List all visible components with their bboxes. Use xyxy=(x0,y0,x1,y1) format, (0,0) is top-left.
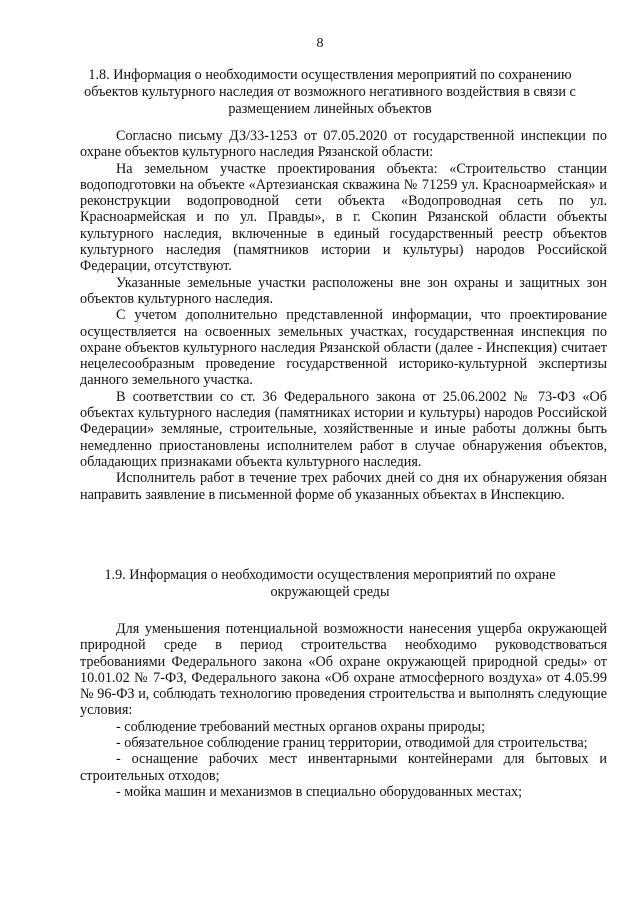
paragraph: Указанные земельные участки расположены вне зон охраны и защитных зон объектов культурного наследия. xyxy=(80,274,607,307)
paragraph: На земельном участке проектирования объекта: «Строительство станции водоподготовки на объекте «Артезианская скважина № 71259 ул. Красноармейская» и реконструкции водопроводной сети объекта «Водопроводная сеть по ул. Красноармейская и по ул. Правды», в г. Скопин Рязанской области объекты культурного наследия, включенные в единый государственный реестр объектов культурного наследия (памятников истории и культуры) народов Российской Федерации, отсутствуют. xyxy=(80,160,607,275)
section-body-1-9 xyxy=(80,621,607,800)
paragraph: Согласно письму ДЗ/33-1253 от 07.05.2020 от государственной инспекции по охране объектов культурного наследия Рязанской области: xyxy=(80,128,607,161)
list-item: - оснащение рабочих мест инвентарными контейнерами для бытовых и строительных отходов; xyxy=(80,751,607,784)
paragraph: Для уменьшения потенциальной возможности нанесения ущерба окружающей природной среде в период строительства необходимо руководствоваться требованиями Федерального закона «Об охране окружающей природной среды» от 10.01.02 № 7-ФЗ, Федерального закона «Об охране атмосферного воздуха» от 4.05.99 № 96-ФЗ и, соблюдать технологию проведения строительства и выполнять следующие условия: xyxy=(80,621,607,719)
paragraph: В соответствии со ст. 36 Федерального закона от 25.06.2002 № 73-ФЗ «Об объектах культурного наследия (памятниках истории и культуры) народов Российской Федерации» земляные, строительные, хозяйственные и иные работы должны быть немедленно приостановлены исполнителем работ в случае обнаружения объектов, обладающих признаками объекта культурного наследия. xyxy=(80,388,607,470)
list-item: - соблюдение требований местных органов охраны природы; xyxy=(116,718,486,735)
section-body-1-8 xyxy=(80,128,607,503)
list-item: - мойка машин и механизмов в специально оборудованных местах; xyxy=(116,783,523,800)
list-item: - обязательное соблюдение границ территории, отводимой для строительства; xyxy=(116,735,588,752)
paragraph: Исполнитель работ в течение трех рабочих дней со дня их обнаружения обязан направить заявление в письменной форме об указанных объектах в Инспекцию. xyxy=(80,470,607,503)
section-heading-1-8: 1.8. Информация о необходимости осуществления мероприятий по сохранению объектов культурного наследия от возможного негативного воздействия в связи с размещением линейных объектов xyxy=(84,67,576,117)
paragraph: С учетом дополнительно представленной информации, что проектирование осуществляется на освоенных земельных участках, государственная инспекция по охране объектов культурного наследия Рязанской области (далее - Инспекция) считает нецелесообразным проведение государственной историко-культурной экспертизы данного земельного участка. xyxy=(80,307,607,389)
page-number: 8 xyxy=(316,36,324,51)
section-heading-1-9: 1.9. Информация о необходимости осуществления мероприятий по охране окружающей среды xyxy=(104,567,556,600)
